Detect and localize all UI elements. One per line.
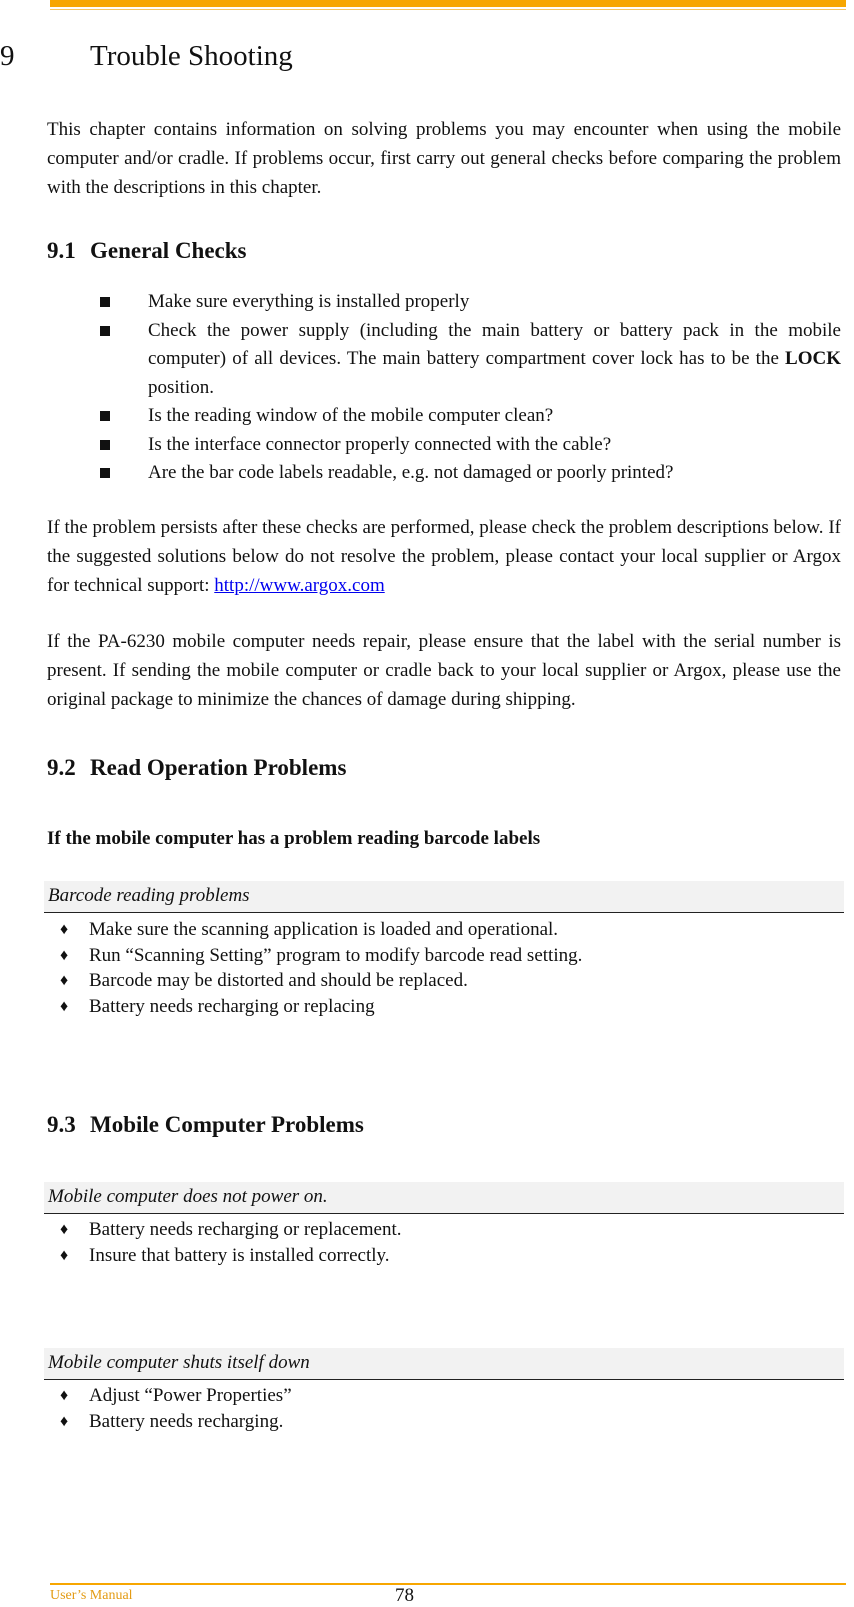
- solution-item: [60, 1243, 401, 1269]
- page-number: 78: [395, 1585, 414, 1606]
- solution-text: Adjust “Power Properties”: [89, 1385, 292, 1406]
- solution-item: [60, 1409, 292, 1435]
- barcode-solutions-list: [60, 917, 582, 1019]
- check-item-text: Is the reading window of the mobile computer clean?: [148, 405, 554, 426]
- barcode-problems-header: [44, 881, 844, 913]
- solution-text: Battery needs recharging.: [89, 1410, 284, 1432]
- chapter-number: 9: [0, 40, 15, 72]
- read-problems-subheading: If the mobile computer has a problem reading barcode labels: [47, 828, 541, 849]
- solution-item: [60, 1383, 292, 1409]
- check-item: [100, 402, 841, 431]
- diamond-bullet-icon: ♦: [60, 972, 69, 989]
- power-on-problem-header: [44, 1182, 844, 1214]
- square-bullet-icon: [100, 440, 110, 450]
- diamond-bullet-icon: ♦: [60, 997, 69, 1015]
- solution-item: [60, 917, 582, 943]
- table-title: Mobile computer shuts itself down: [48, 1352, 310, 1373]
- solution-text: Insure that battery is installed correctly.: [89, 1244, 390, 1266]
- table-title: Barcode reading problems: [48, 885, 250, 906]
- power-on-solutions-list: [60, 1217, 401, 1268]
- section-number: 9.2: [47, 755, 76, 780]
- solution-text: Battery needs recharging or replacement.: [89, 1219, 402, 1240]
- check-item-text: Check the power supply (including the main battery or battery pack in the mobile computer) of all devices. The main battery compartment cover lock has to be the: [148, 319, 841, 369]
- footer-label: User’s Manual: [50, 1588, 133, 1603]
- general-checks-list: [100, 288, 841, 488]
- square-bullet-icon: [100, 411, 110, 421]
- diamond-bullet-icon: ♦: [60, 1387, 69, 1404]
- repair-paragraph: If the PA-6230 mobile computer needs repair, please ensure that the label with the serial number is present. If sending the mobile computer or cradle back to your local supplier or Argox, please use the original package to minimize the chances of damage during shipping.: [47, 631, 841, 710]
- check-item: [100, 288, 841, 317]
- lock-keyword: LOCK: [785, 348, 841, 369]
- solution-item: [60, 994, 582, 1020]
- shutdown-solutions-list: [60, 1383, 292, 1434]
- support-paragraph: [47, 513, 841, 600]
- section-number: 9.3: [47, 1112, 76, 1137]
- square-bullet-icon: [100, 468, 110, 478]
- solution-item: [60, 1217, 401, 1243]
- section-9-1-heading: [47, 238, 247, 264]
- solution-text: Barcode may be distorted and should be replaced.: [89, 970, 468, 991]
- solution-text: Battery needs recharging or replacing: [89, 995, 375, 1017]
- square-bullet-icon: [100, 297, 110, 307]
- diamond-bullet-icon: ♦: [60, 921, 69, 938]
- solution-text: Make sure the scanning application is loaded and operational.: [89, 919, 559, 940]
- section-title: Mobile Computer Problems: [90, 1112, 364, 1137]
- section-9-2-heading: [47, 755, 346, 781]
- check-item-text: Make sure everything is installed properly: [148, 291, 470, 312]
- support-text: If the problem persists after these checks are performed, please check the problem descriptions below. If the suggested solutions below do not resolve the problem, please contact your local supplier or Argox for technical support:: [47, 517, 841, 596]
- header-thin-rule: [50, 9, 846, 10]
- intro-paragraph: This chapter contains information on solving problems you may encounter when using the mobile computer and/or cradle. If problems occur, first carry out general checks before comparing the problem with the descriptions in this chapter.: [47, 119, 841, 198]
- section-number: 9.1: [47, 238, 76, 263]
- section-title: General Checks: [90, 238, 247, 263]
- check-item: [100, 317, 841, 403]
- solution-text: Run “Scanning Setting” program to modify barcode read setting.: [89, 944, 583, 966]
- check-item: [100, 459, 841, 488]
- diamond-bullet-icon: ♦: [60, 946, 69, 964]
- section-title: Read Operation Problems: [90, 755, 347, 780]
- header-rule: [50, 0, 846, 7]
- solution-item: [60, 943, 582, 969]
- square-bullet-icon: [100, 326, 110, 336]
- chapter-title: Trouble Shooting: [90, 40, 293, 72]
- check-item-tail: position.: [148, 376, 214, 398]
- diamond-bullet-icon: ♦: [60, 1412, 69, 1430]
- diamond-bullet-icon: ♦: [60, 1246, 69, 1264]
- check-item: [100, 431, 841, 460]
- footer-rule: [50, 1583, 846, 1585]
- diamond-bullet-icon: ♦: [60, 1221, 69, 1238]
- check-item-text: Are the bar code labels readable, e.g. not damaged or poorly printed?: [148, 462, 674, 483]
- table-title: Mobile computer does not power on.: [48, 1186, 328, 1207]
- shutdown-problem-header: [44, 1348, 844, 1380]
- solution-item: [60, 968, 582, 994]
- section-9-3-heading: [47, 1112, 364, 1138]
- check-item-text: Is the interface connector properly connected with the cable?: [148, 433, 612, 455]
- argox-link[interactable]: http://www.argox.com: [214, 575, 385, 596]
